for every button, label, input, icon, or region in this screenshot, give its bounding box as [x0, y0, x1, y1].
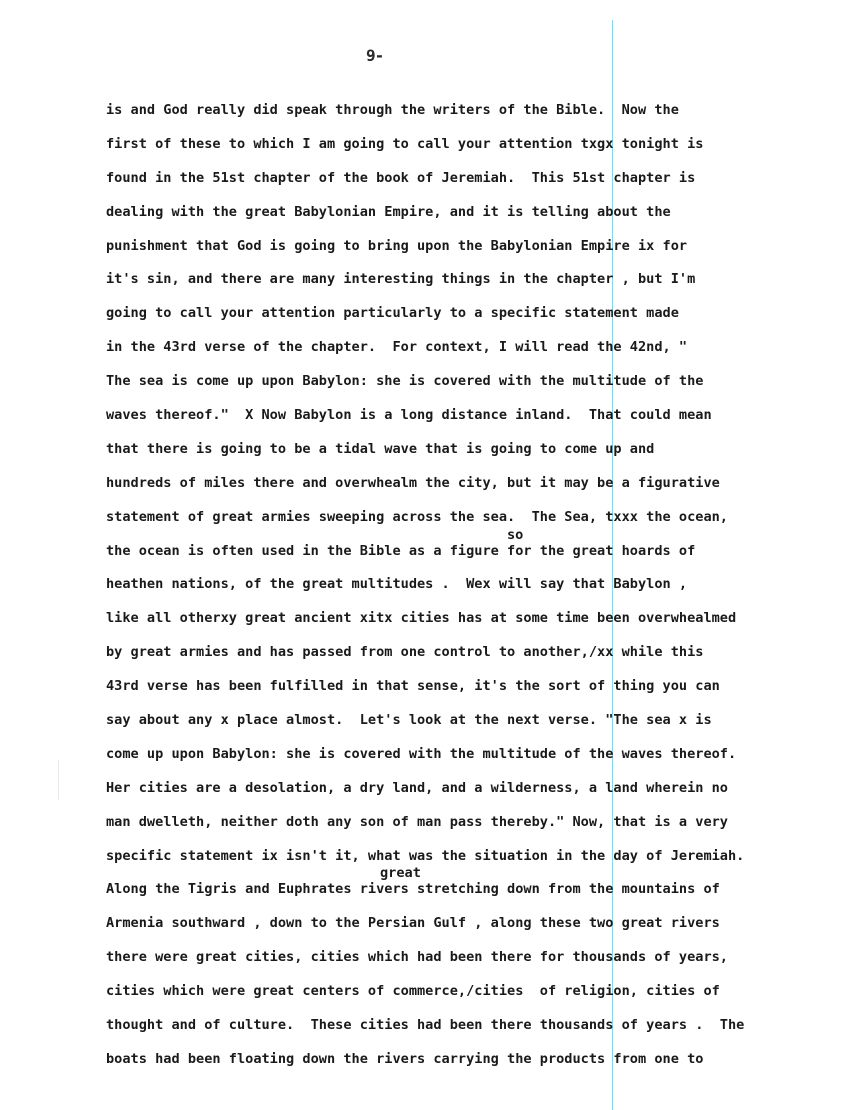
text-line: 43rd verse has been fulfilled in that sense, it's the sort of thing you can — [106, 678, 720, 695]
text-line: man dwelleth, neither doth any son of man pass thereby." Now, that is a very — [106, 813, 728, 830]
text-line: say about any x place almost. Let's look at the next verse. "The sea x is — [106, 712, 712, 729]
text-line: cities which were great centers of commerce,/cities of religion, cities of — [106, 983, 720, 1000]
text-line: found in the 51st chapter of the book of Jeremiah. This 51st chapter is — [106, 169, 696, 186]
text-line: Armenia southward , down to the Persian Gulf , along these two great rivers — [106, 915, 720, 932]
text-line: waves thereof." X Now Babylon is a long distance inland. That could mean — [106, 407, 712, 424]
text-line: there were great cities, cities which had been there for thousands of years, — [106, 949, 728, 966]
text-line: it's sin, and there are many interesting things in the chapter , but I'm — [106, 271, 696, 288]
page-number — [366, 46, 383, 65]
text-line: hundreds of miles there and overwhealm the city, but it may be a figurative — [106, 474, 720, 491]
text-line: Along the Tigris and Euphrates rivers stretching down from the mountains of — [106, 881, 720, 898]
text-line: going to call your attention particularly to a specific statement made — [106, 305, 679, 322]
text-line: thought and of culture. These cities had been there thousands of years . The — [106, 1017, 745, 1034]
interlinear-insertion-great: great — [380, 865, 421, 881]
page-number-text: 9- — [366, 46, 384, 65]
text-line: The sea is come up upon Babylon: she is covered with the multitude of the — [106, 373, 704, 390]
typewritten-body — [106, 95, 806, 1078]
text-line: the ocean is often used in the Bible as a figure for the great hoards of — [106, 542, 696, 559]
text-line: first of these to which I am going to call your attention txgx tonight is — [106, 135, 704, 152]
text-line: punishment that God is going to bring upon the Babylonian Empire ix for — [106, 237, 688, 254]
text-line: that there is going to be a tidal wave that is going to come up and — [106, 440, 655, 457]
interlinear-insertion-so: so — [507, 527, 524, 543]
text-line: boats had been floating down the rivers carrying the products from one to — [106, 1050, 704, 1067]
text-line: statement of great armies sweeping across the sea. The Sea, txxx the ocean, — [106, 508, 728, 525]
text-line: Her cities are a desolation, a dry land, and a wilderness, a land wherein no — [106, 779, 728, 796]
text-line: like all otherxy great ancient xitx cities has at some time been overwhealmed — [106, 610, 737, 627]
text-line: in the 43rd verse of the chapter. For context, I will read the 42nd, " — [106, 339, 688, 356]
text-line: heathen nations, of the great multitudes . Wex will say that Babylon , — [106, 576, 688, 593]
text-line: specific statement ix isn't it, what was the situation in the day of Jeremiah. — [106, 847, 745, 864]
text-line: come up upon Babylon: she is covered with the multitude of the waves thereof. — [106, 745, 737, 762]
scan-edge-mark — [58, 760, 59, 800]
text-line: dealing with the great Babylonian Empire, and it is telling about the — [106, 203, 671, 220]
text-line: is and God really did speak through the writers of the Bible. Now the — [106, 102, 679, 118]
text-line: by great armies and has passed from one control to another,/xx while this — [106, 644, 704, 661]
